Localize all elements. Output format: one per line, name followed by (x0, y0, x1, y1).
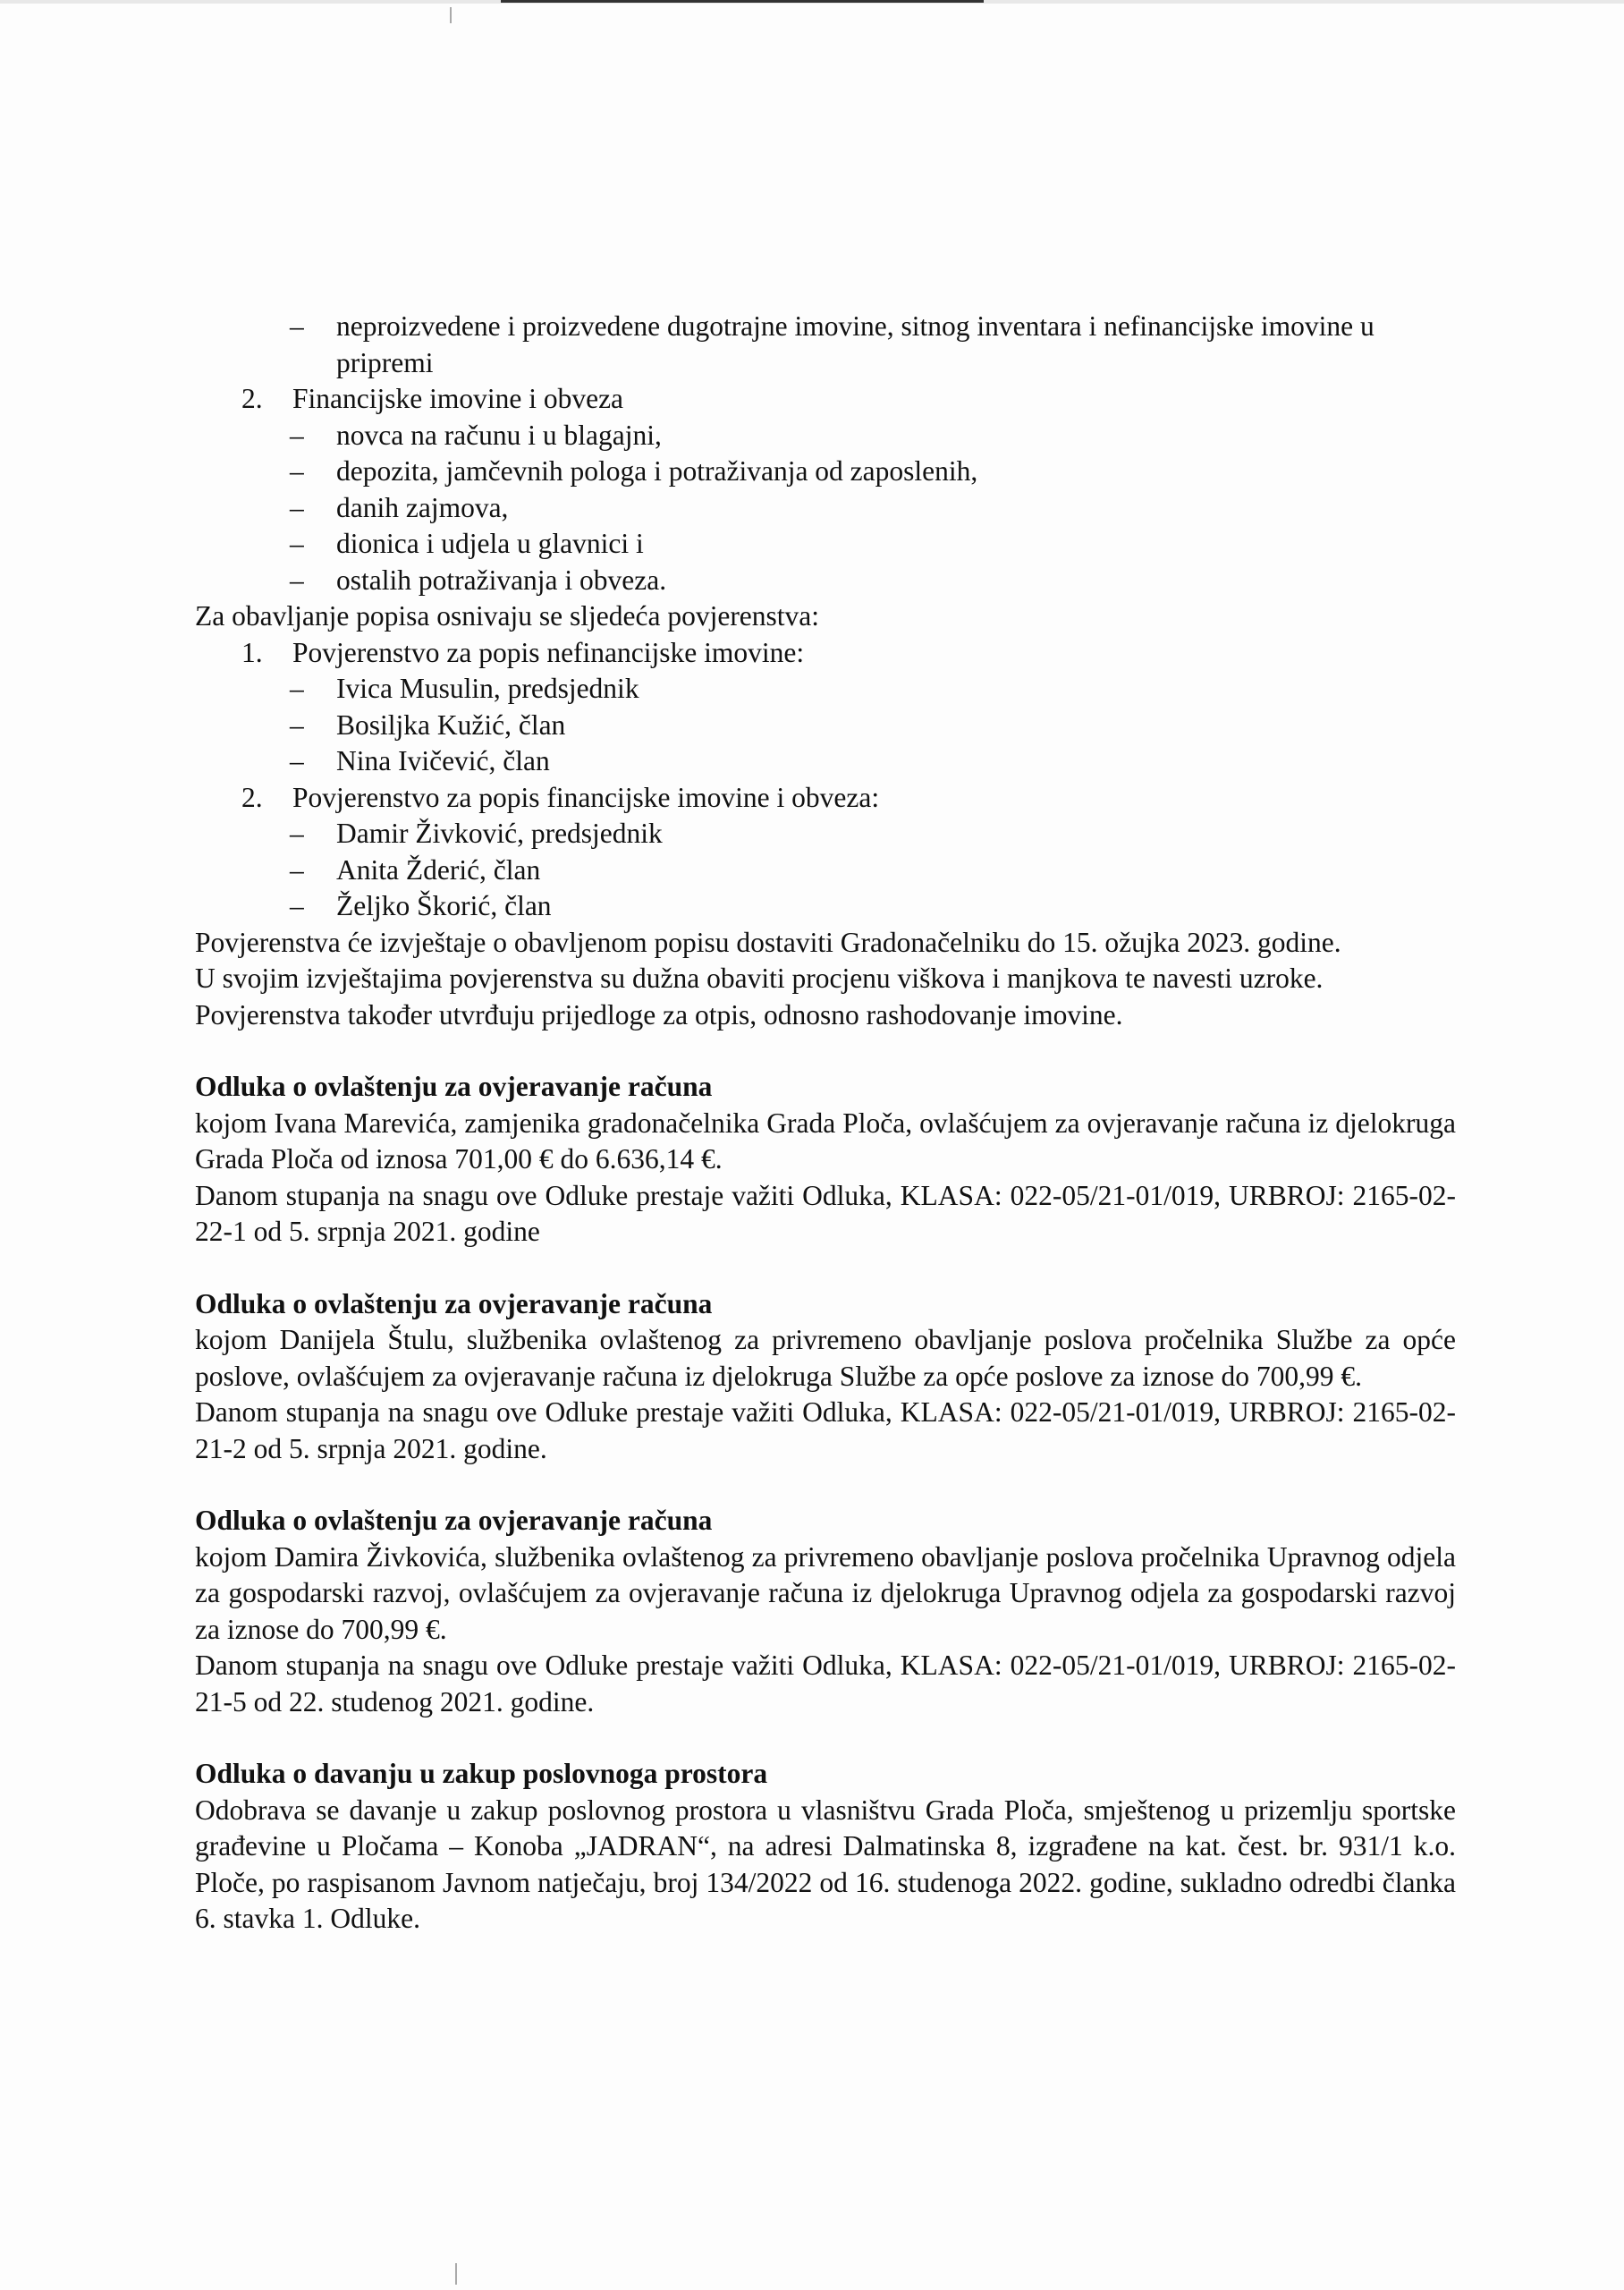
paragraph: kojom Ivana Marevića, zamjenika gradonačelnika Grada Ploča, ovlašćujem za ovjeravanje računa iz djelokruga Grada Ploča od iznosa 701,00 € do 6.636,14 €. (195, 1107, 1456, 1175)
list-item: – Nina Ivičević, član (195, 743, 1456, 780)
document-page (195, 309, 1456, 1938)
paragraph: U svojim izvještajima povjerenstva su dužna obaviti procjenu viškova i manjkova te navesti uzroke. (195, 963, 1324, 994)
dash-marker: – (290, 853, 304, 886)
spacer (195, 1251, 1456, 1286)
list-item: 1. Povjerenstvo za popis nefinancijske imovine: (195, 635, 1456, 672)
list-item: 2. Povjerenstvo za popis financijske imovine i obveza: (195, 780, 1456, 817)
decision-title: Odluka o ovlaštenju za ovjeravanje računa (195, 1071, 713, 1102)
paragraph: Danom stupanja na snagu ove Odluke prestaje važiti Odluka, KLASA: 022-05/21-01/019, URBROJ: 2165-02-21-2 od 5. srpnja 2021. godine. (195, 1396, 1456, 1464)
list-item: – ostalih potraživanja i obveza. (195, 563, 1456, 599)
list-item: – Bosiljka Kužić, član (195, 708, 1456, 744)
dash-marker: – (290, 673, 304, 704)
paragraph: Povjerenstva će izvještaje o obavljenom popisu dostaviti Gradonačelniku do 15. ožujka 2023. godine. (195, 926, 1341, 958)
spacer (195, 1720, 1456, 1756)
list-item: – danih zajmova, (195, 490, 1456, 527)
dash-marker: – (290, 818, 304, 849)
decision-section (195, 1069, 1456, 1251)
dash-marker: – (290, 890, 304, 921)
scan-mark-bottom (455, 2263, 457, 2285)
committees-intro: Za obavljanje popisa osnivaju se sljedeća povjerenstva: (195, 600, 820, 632)
dash-marker: – (290, 708, 304, 741)
decision-title: Odluka o ovlaštenju za ovjeravanje računa (195, 1505, 713, 1536)
list-item: – Ivica Musulin, predsjednik (195, 671, 1456, 708)
list-item: – neproizvedene i proizvedene dugotrajne imovine, sitnog inventara i nefinancijske imovine u pripremi (290, 310, 1374, 378)
list-item: – Damir Živković, predsjednik (195, 816, 1456, 852)
list-item: – novca na računu i u blagajni, (195, 418, 1456, 454)
paragraph: kojom Damira Živkovića, službenika ovlaštenog za privremeno obavljanje poslova pročelnika Upravnog odjela za gospodarski razvoj, ovlašćujem za ovjeravanje računa iz djelokruga Upravnog odjela za gospodarski razvoj za iznose do 700,99 €. (195, 1540, 1456, 1645)
paragraph: kojom Danijela Štulu, službenika ovlaštenog za privremeno obavljanje poslova pročelnika Službe za opće poslove, ovlašćujem za ovjeravanje računa iz djelokruga Službe za opće poslove za iznose do 700,99 €. (195, 1324, 1456, 1392)
paragraph: Povjerenstva također utvrđuju prijedloge za otpis, odnosno rashodovanje imovine. (195, 998, 1123, 1030)
scan-mark-top (450, 7, 452, 23)
asset-list (195, 309, 1456, 598)
paragraph: Danom stupanja na snagu ove Odluke prestaje važiti Odluka, KLASA: 022-05/21-01/019, URBROJ: 2165-02-22-1 od 5. srpnja 2021. godine (195, 1179, 1456, 1247)
decision-title: Odluka o davanju u zakup poslovnoga prostora (195, 1758, 768, 1789)
paragraph: Danom stupanja na snagu ove Odluke prestaje važiti Odluka, KLASA: 022-05/21-01/019, URBROJ: 2165-02-21-5 od 22. studenog 2021. godine. (195, 1650, 1456, 1718)
scan-bar (501, 0, 984, 3)
decision-section (195, 1756, 1456, 1938)
dash-marker: – (290, 564, 304, 596)
decision-section (195, 1286, 1456, 1468)
spacer (195, 1467, 1456, 1503)
dash-marker: – (290, 310, 304, 342)
list-number: 1. (241, 636, 263, 668)
list-number: 2. (241, 781, 263, 813)
list-item: 2. Financijske imovine i obveza (195, 381, 1456, 418)
list-item: – Anita Žderić, član (195, 852, 1456, 889)
committees-list (195, 635, 1456, 925)
list-item: – dionica i udjela u glavnici i (195, 526, 1456, 563)
dash-marker: – (290, 455, 304, 487)
dash-marker: – (290, 491, 304, 523)
decision-section (195, 1503, 1456, 1720)
dash-marker: – (290, 745, 304, 776)
list-item: – Željko Škorić, član (195, 888, 1456, 925)
dash-marker: – (290, 419, 304, 451)
dash-marker: – (290, 528, 304, 559)
scan-edge (0, 0, 1624, 4)
paragraph: Odobrava se davanje u zakup poslovnog prostora u vlasništvu Grada Ploča, smještenog u prizemlju sportske građevine u Pločama – Konoba „JADRAN“, na adresi Dalmatinska 8, izgrađene na kat. čest. br. 931/1 k.o. Ploče, po raspisanom Javnom natječaju, broj 134/2022 od 16. studenoga 2022. godine, sukladno odredbi članka 6. stavka 1. Odluke. (195, 1794, 1456, 1934)
spacer (195, 1033, 1456, 1069)
list-item: – depozita, jamčevnih pologa i potraživanja od zaposlenih, (195, 454, 1456, 490)
list-number: 2. (241, 383, 263, 414)
decision-title: Odluka o ovlaštenju za ovjeravanje računa (195, 1287, 713, 1319)
